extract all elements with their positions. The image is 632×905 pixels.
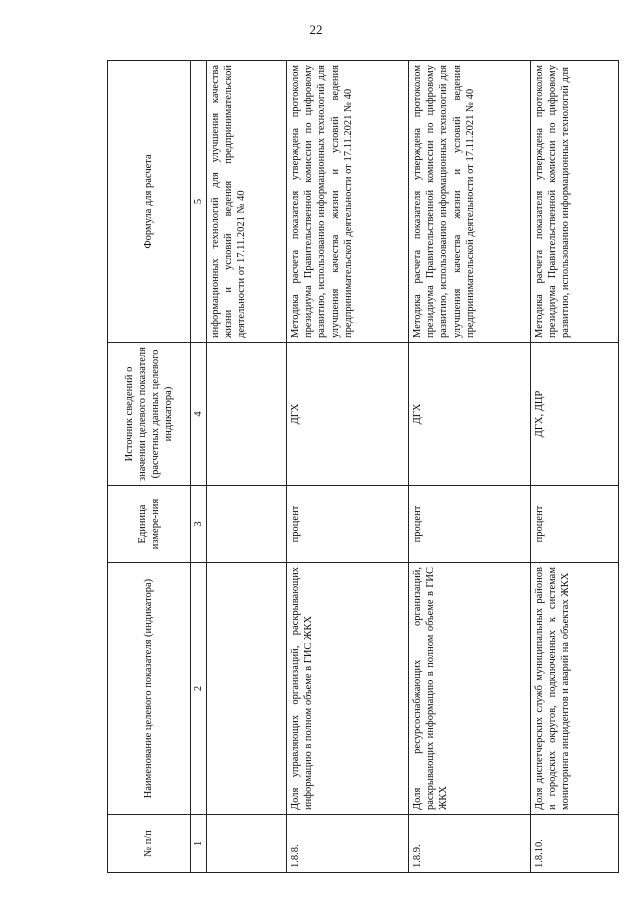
row-num: 1.8.9. <box>409 815 531 873</box>
row-source: ДГХ <box>287 343 409 486</box>
header-name: Наименование целевого показателя (индикатора) <box>108 563 191 815</box>
table-row <box>531 61 619 873</box>
row-source: ДГХ, ДЦР <box>531 343 619 486</box>
column-number: 4 <box>191 343 207 486</box>
indicators-table <box>107 60 619 873</box>
column-numbers-row <box>191 61 207 873</box>
row-formula: Методика расчета показателя утверждена протоколом президиума Правительственной комиссии по цифровому развитию, использованию информационных технологий для улучшения качества жизни и условий ведения предпринимательской деятельности от 17.11.2021 № 40 <box>287 61 409 343</box>
column-number: 3 <box>191 486 207 563</box>
row-unit: процент <box>287 486 409 563</box>
rotated-table-container <box>107 61 619 873</box>
table-row <box>409 61 531 873</box>
header-num: № п/п <box>108 815 191 873</box>
column-number: 1 <box>191 815 207 873</box>
row-formula: Методика расчета показателя утверждена протоколом президиума Правительственной комиссии по цифровому развитию, использованию информационных технологий для <box>531 61 619 343</box>
row-source: ДГХ <box>409 343 531 486</box>
row-name: Доля диспетчерских служб муниципальных районов и городских округов, подключенных к системам мониторинга инцидентов и аварий на объектах ЖКХ <box>531 563 619 815</box>
table-row <box>287 61 409 873</box>
row-formula: информационных технологий для улучшения качества жизни и условий ведения предпринимательской деятельности от 17.11.2021 № 40 <box>207 61 287 343</box>
row-unit: процент <box>409 486 531 563</box>
row-num: 1.8.8. <box>287 815 409 873</box>
table-row <box>207 61 287 873</box>
row-unit: процент <box>531 486 619 563</box>
row-name: Доля управляющих организаций, раскрывающих информацию в полном объеме в ГИС ЖКХ <box>287 563 409 815</box>
column-number: 5 <box>191 61 207 343</box>
row-formula: Методика расчета показателя утверждена протоколом президиума Правительственной комиссии по цифровому развитию, использованию информационных технологий для улучшения качества жизни и условий ведения предпринимательской деятельности от 17.11.2021 № 40 <box>409 61 531 343</box>
row-name <box>207 563 287 815</box>
header-formula: Формула для расчета <box>108 61 191 343</box>
row-num <box>207 815 287 873</box>
header-row <box>108 61 191 873</box>
page-number: 22 <box>309 22 323 37</box>
header-source: Источник сведений о значении целевого показателя (расчетных данных целевого индикатора) <box>108 343 191 486</box>
row-source <box>207 343 287 486</box>
row-unit <box>207 486 287 563</box>
column-number: 2 <box>191 563 207 815</box>
row-name: Доля ресурсоснабжающих организаций, раскрывающих информацию в полном объеме в ГИС ЖКХ <box>409 563 531 815</box>
header-unit: Единица измере-ния <box>108 486 191 563</box>
row-num: 1.8.10. <box>531 815 619 873</box>
